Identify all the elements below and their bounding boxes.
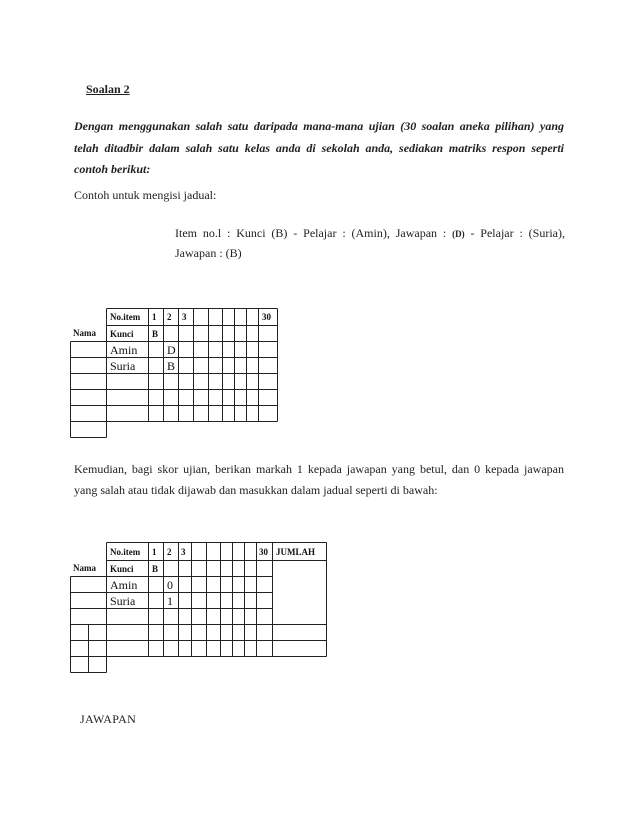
student-name: Suria [110,594,136,608]
item-number: 2 [167,547,172,557]
student-answer: D [167,343,176,357]
nama-header: Nama [73,563,96,573]
answer-key: B [152,564,159,574]
scoring-line: yang salah atau tidak dijawab dan masukkan dalam jadual seperti di bawah: [74,483,438,497]
item-example-text: Item no.l : Kunci (B) - Pelajar : (Amin), Jawapan : [175,226,453,240]
item-number: 3 [181,547,186,557]
instruction-line: contoh berikut: [74,162,151,176]
item-number-last: 30 [262,312,271,322]
kunci-header: Kunci [110,564,134,574]
item-number: 2 [167,312,172,322]
answer-heading: JAWAPAN [80,712,137,726]
instruction-line: Dengan menggunakan salah satu daripada mana-mana ujian (30 soalan aneka pilihan) yang [74,119,564,133]
item-example-line-2: Jawapan : (B) [175,246,242,260]
nama-header: Nama [73,328,96,338]
student-score: 1 [167,594,173,608]
student-name: Suria [110,359,136,373]
item-number: 3 [182,312,187,322]
example-label: Contoh untuk mengisi jadual: [74,188,217,202]
question-heading: Soalan 2 [86,82,130,96]
no-item-header: No.item [110,312,141,322]
no-item-header: No.item [110,547,141,557]
answer-key: B [152,329,159,339]
student-answer: B [167,359,176,373]
student-name: Amin [110,343,138,357]
kunci-header: Kunci [110,329,134,339]
scoring-line: Kemudian, bagi skor ujian, berikan markah 1 kepada jawapan yang betul, dan 0 kepada jawapan [74,462,564,476]
item-example-answer: (D) [452,229,465,239]
student-score: 0 [167,578,173,592]
item-example-text: - Pelajar : (Suria), [464,226,565,240]
student-name: Amin [110,578,138,592]
item-number: 1 [152,312,157,322]
item-number-last: 30 [259,547,268,557]
jumlah-header: JUMLAH [276,547,315,557]
item-number: 1 [152,547,157,557]
instruction-line: telah ditadbir dalam salah satu kelas anda di sekolah anda, sediakan matriks respon seperti [74,140,564,155]
